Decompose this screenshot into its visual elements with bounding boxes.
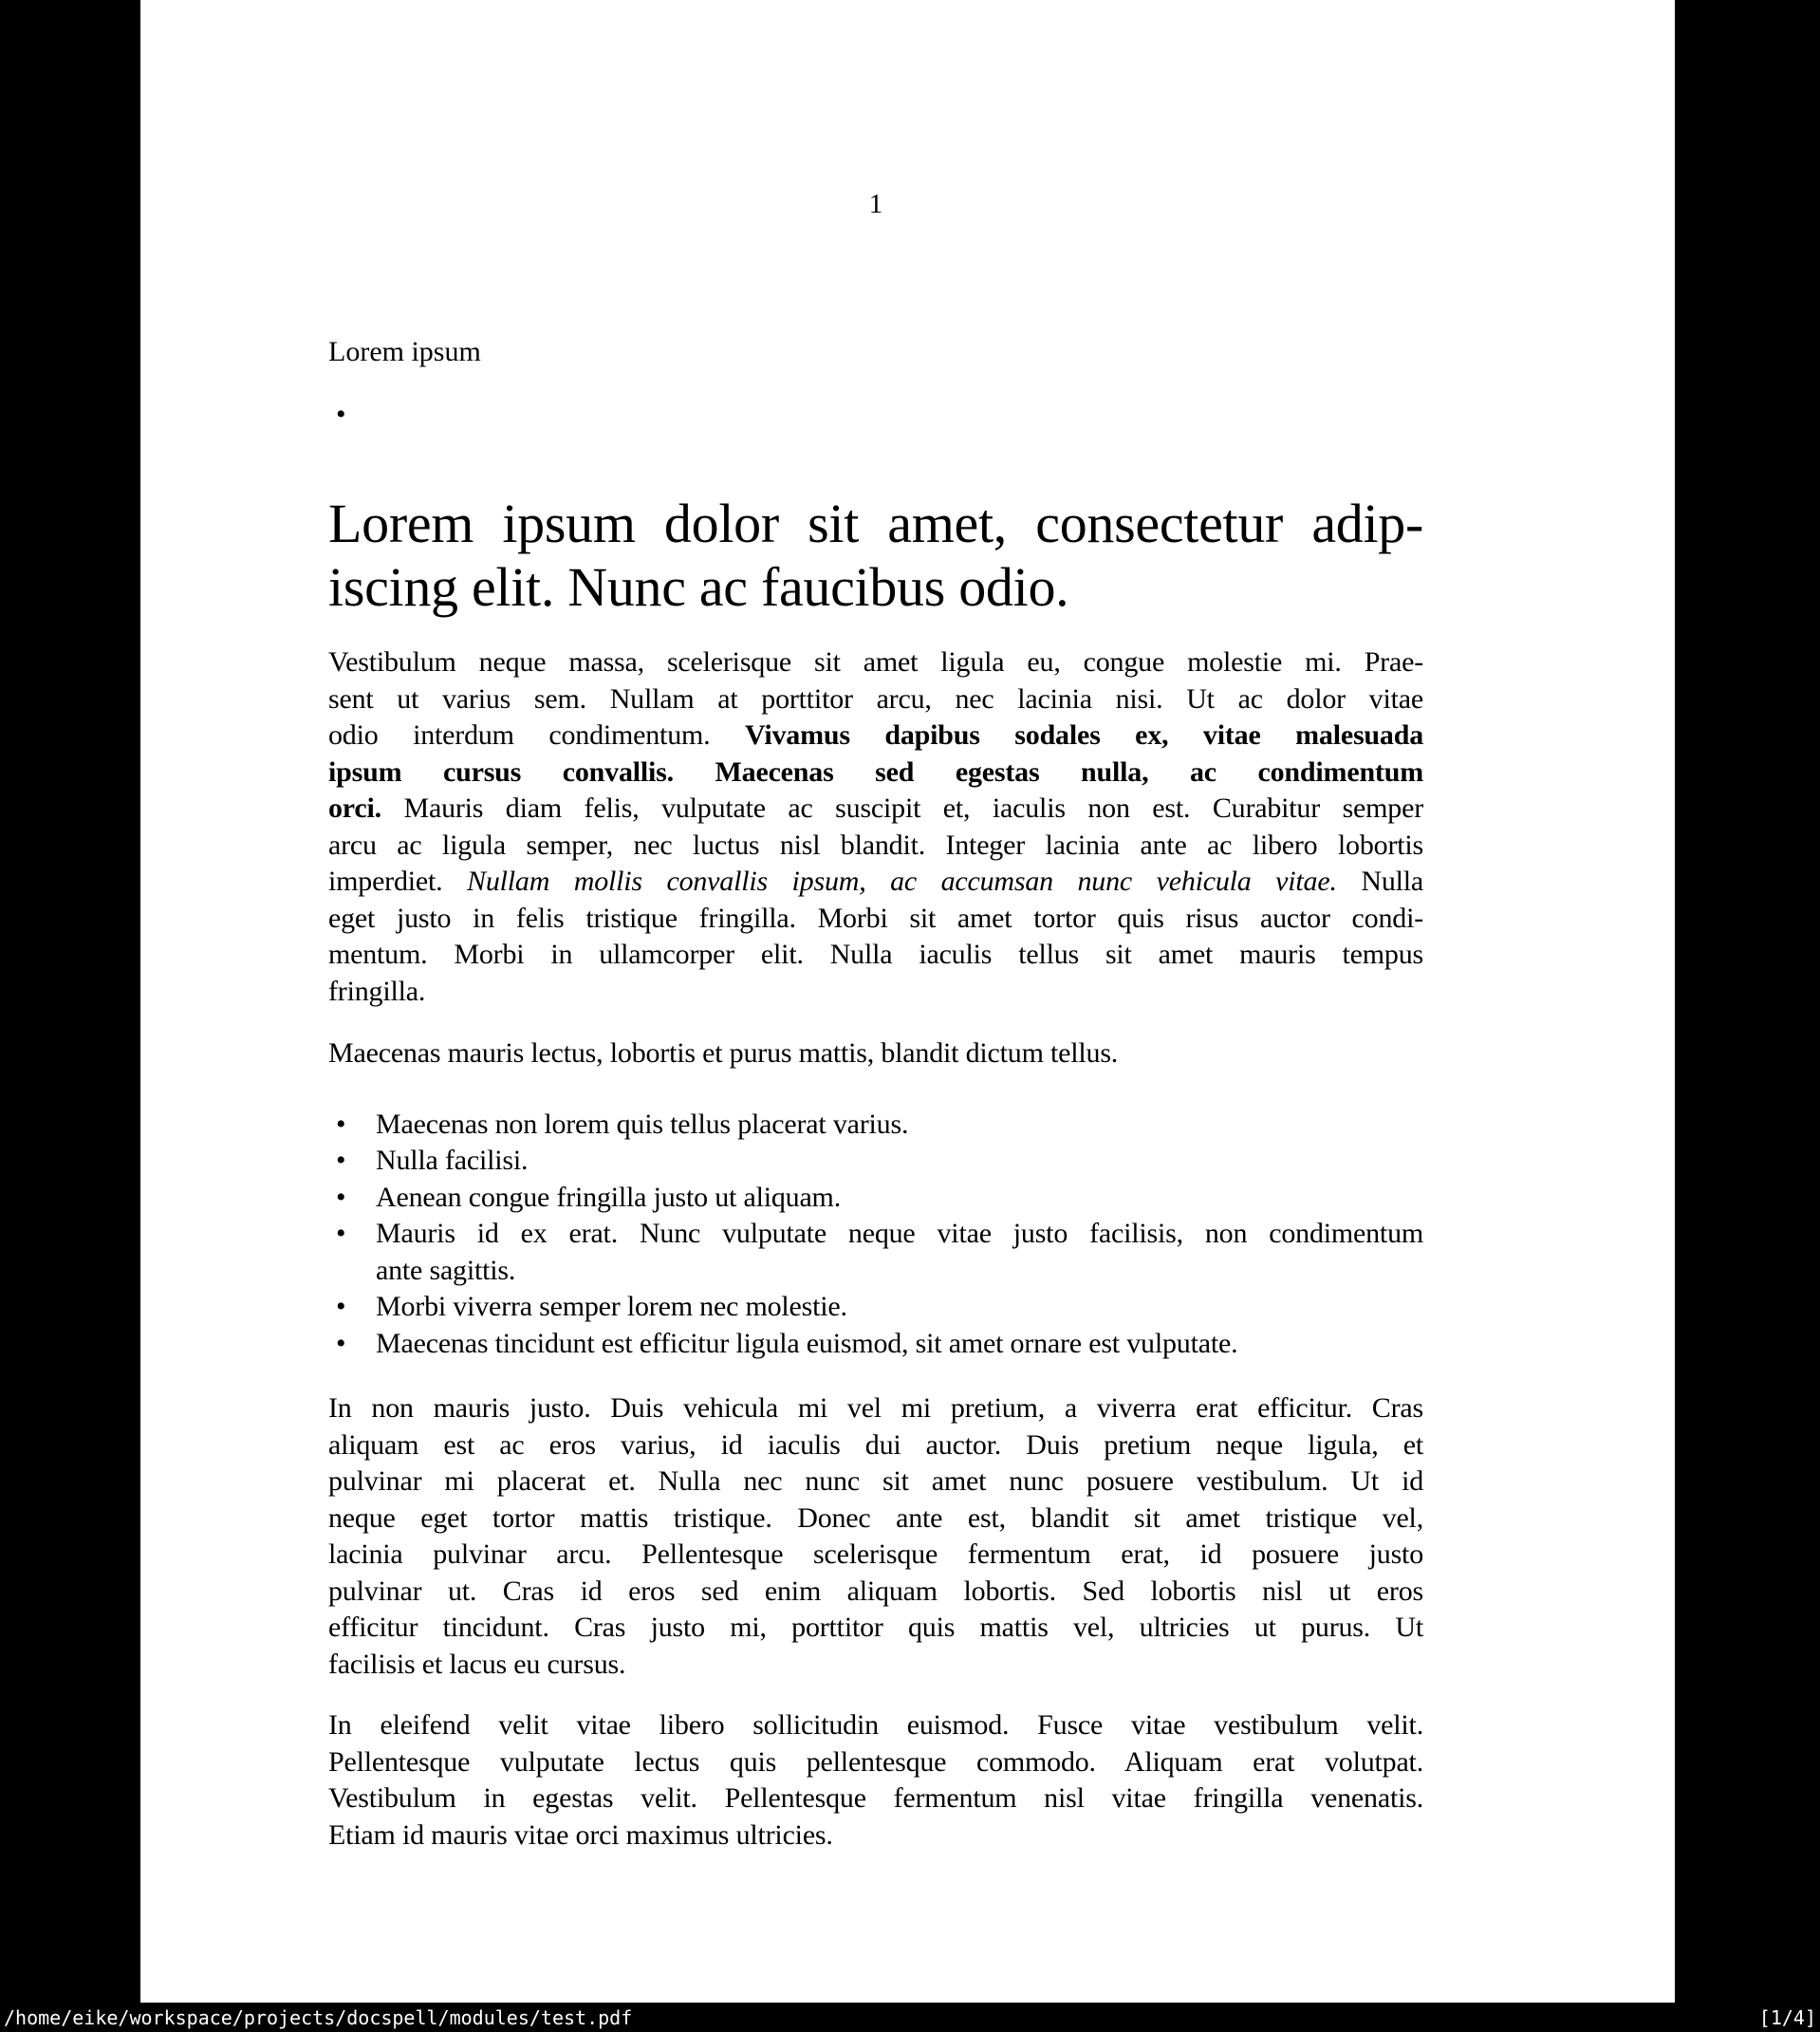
text-line: aliquam est ac eros varius, id iaculis dui auctor. Duis pretium neque ligula, et xyxy=(328,1428,1423,1461)
text-line xyxy=(328,791,1423,828)
text-line: Maecenas non lorem quis tellus placerat varius. xyxy=(376,1108,909,1140)
text-line: iscing elit. Nunc ac faucibus odio. xyxy=(328,556,1069,618)
text-line: pulvinar ut. Cras id eros sed enim aliquam lobortis. Sed lobortis nisl ut eros xyxy=(328,1575,1423,1607)
statusbar-page-indicator: [1/4] xyxy=(1758,2005,1816,2029)
intro-text: Lorem ipsum xyxy=(328,336,481,367)
text-run: odio interdum condimentum. xyxy=(328,719,745,751)
text-line: Maecenas mauris lectus, lobortis et purus mattis, blandit dictum tellus. xyxy=(328,1037,1119,1069)
bullet-icon: • xyxy=(336,1218,346,1249)
text-line: efficitur tincidunt. Cras justo mi, porttitor quis mattis vel, ultricies ut purus. Ut xyxy=(328,1612,1423,1643)
text-line xyxy=(328,681,1423,718)
list-item-text xyxy=(376,1143,1423,1180)
text-line: Aenean congue fringilla justo ut aliquam. xyxy=(376,1181,841,1213)
list-item xyxy=(328,1143,1423,1180)
paragraph xyxy=(328,644,1423,1010)
text-line: neque eget tortor mattis tristique. Donec ante est, blandit sit amet tristique vel, xyxy=(328,1501,1423,1534)
bullet-icon: • xyxy=(336,1327,346,1359)
text-line: Morbi viverra semper lorem nec molestie. xyxy=(376,1291,847,1322)
bullet-icon: • xyxy=(336,1181,346,1213)
text-line xyxy=(328,937,1423,974)
text-run: orci. xyxy=(328,792,381,824)
list-item xyxy=(328,1289,1423,1326)
list-item xyxy=(328,1326,1423,1363)
text-line xyxy=(328,828,1423,865)
text-run: Nulla xyxy=(1336,866,1424,897)
text-run: Mauris diam felis, vulputate ac suscipit et, iaculis non est. Curabitur semper xyxy=(381,792,1423,824)
text-line xyxy=(328,755,1423,792)
text-run: Vivamus dapibus sodales ex, vitae malesuada xyxy=(745,719,1423,751)
text-run: Vestibulum neque massa, scelerisque sit amet ligula eu, congue molestie mi. Prae- xyxy=(328,646,1423,678)
list-item xyxy=(328,1216,1423,1289)
text-line: In eleifend velit vitae libero sollicitudin euismod. Fusce vitae vestibulum velit. xyxy=(328,1709,1423,1741)
text-line xyxy=(328,901,1423,938)
list-item xyxy=(328,1107,1423,1144)
text-run: eget justo in felis tristique fringilla. Morbi sit amet tortor quis risus auctor condi- xyxy=(328,902,1423,934)
text-line: Etiam id mauris vitae orci maximus ultricies. xyxy=(328,1818,833,1851)
text-run: imperdiet. xyxy=(328,866,468,897)
list-item-text xyxy=(376,1289,1423,1326)
bullet-icon: • xyxy=(336,398,346,430)
text-line: In non mauris justo. Duis vehicula mi vel mi pretium, a viverra erat efficitur. Cras xyxy=(328,1392,1423,1424)
statusbar-file-path: /home/eike/workspace/projects/docspell/modules/test.pdf xyxy=(4,2005,633,2029)
text-line: Pellentesque vulputate lectus quis pellentesque commodo. Aliquam erat volutpat. xyxy=(328,1745,1423,1778)
text-line: lacinia pulvinar arcu. Pellentesque scelerisque fermentum erat, id posuere justo xyxy=(328,1538,1423,1570)
text-line xyxy=(328,864,1423,901)
text-run: sent ut varius sem. Nullam at porttitor arcu, nec lacinia nisi. Ut ac dolor vitae xyxy=(328,682,1423,715)
text-line: Maecenas tincidunt est efficitur ligula euismod, sit amet ornare est vulputate. xyxy=(376,1327,1238,1359)
page-content xyxy=(328,0,1423,1854)
paragraph xyxy=(328,1390,1423,1683)
text-line: Nulla facilisi. xyxy=(376,1145,529,1176)
empty-list-item xyxy=(328,397,1423,434)
text-line: Mauris id ex erat. Nunc vulputate neque vitae justo facilisis, non condimentum xyxy=(376,1218,1423,1249)
text-line: pulvinar mi placerat et. Nulla nec nunc sit amet nunc posuere vestibulum. Ut id xyxy=(328,1465,1423,1497)
paragraph xyxy=(328,1707,1423,1854)
bullet-icon: • xyxy=(336,1108,346,1140)
text-line: facilisis et lacus eu cursus. xyxy=(328,1648,626,1680)
text-line: ante sagittis. xyxy=(376,1254,516,1286)
bullet-icon: • xyxy=(336,1291,346,1322)
text-line xyxy=(328,718,1423,755)
page-number: 1 xyxy=(868,189,883,219)
bullet-icon: • xyxy=(336,1145,346,1176)
list-item-text xyxy=(376,1180,1423,1217)
paragraph xyxy=(328,1035,1423,1072)
bullet-list xyxy=(328,1107,1423,1363)
text-run: fringilla. xyxy=(328,975,426,1007)
text-run: arcu ac ligula semper, nec luctus nisl blandit. Integer lacinia ante ac libero lobortis xyxy=(328,829,1423,861)
document-title xyxy=(328,492,1423,619)
list-item-text xyxy=(376,1216,1423,1289)
text-run: Nullam mollis convallis ipsum, ac accumsan nunc vehicula vitae. xyxy=(467,866,1337,897)
list-item xyxy=(328,1180,1423,1217)
text-run: ipsum cursus convallis. Maecenas sed egestas nulla, ac condimentum xyxy=(328,755,1423,788)
statusbar xyxy=(0,2003,1820,2032)
text-line: Lorem ipsum dolor sit amet, consectetur adip- xyxy=(328,493,1423,554)
text-line: Vestibulum in egestas velit. Pellentesque fermentum nisl vitae fringilla venenatis. xyxy=(328,1782,1423,1814)
pdf-page-canvas[interactable] xyxy=(140,0,1675,2003)
list-item-text xyxy=(376,1326,1423,1363)
text-run: mentum. Morbi in ullamcorper elit. Nulla iaculis tellus sit amet mauris tempus xyxy=(328,939,1423,970)
text-line xyxy=(328,644,1423,681)
text-line xyxy=(328,974,1423,1011)
list-item-text xyxy=(376,1107,1423,1144)
